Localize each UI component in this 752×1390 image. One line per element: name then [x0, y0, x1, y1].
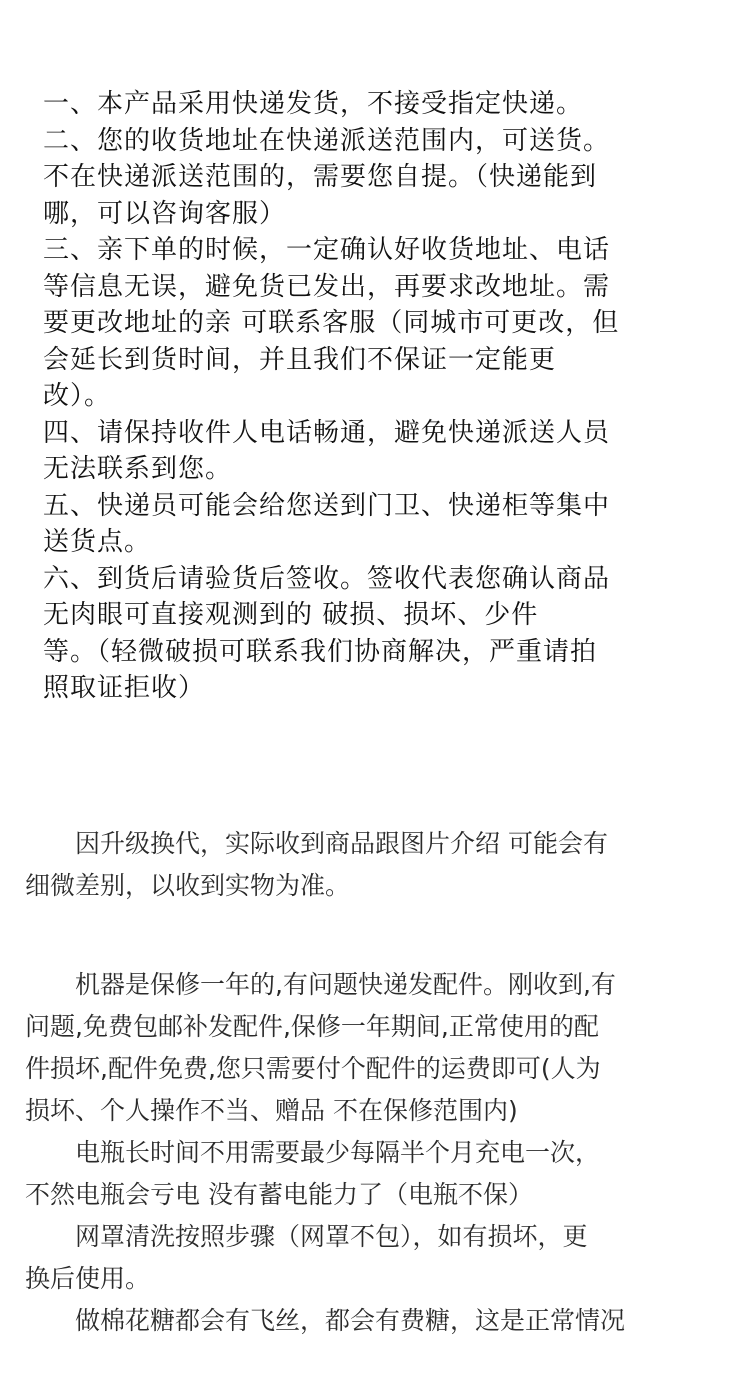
notice-line: 三、亲下单的时候，一定确认好收货地址、电话 — [43, 235, 611, 265]
notice-line: 无法联系到您。 — [43, 454, 233, 484]
notice-line: 要更改地址的亲 可联系客服（同城市可更改，但 — [43, 308, 620, 338]
notice-line: 等。（轻微破损可联系我们协商解决，严重请拍 — [43, 636, 598, 667]
notice-line: 四、请保持收件人电话畅通，避免快递派送人员 — [43, 417, 611, 448]
notice-line: 等信息无误，避免货已发出，再要求改地址。需 — [43, 271, 611, 302]
warranty-line: 件损坏,配件免费,您只需要付个配件的运费即可(人为 — [25, 1054, 601, 1083]
upgrade-line: 细微差别，以收到实物为准。 — [25, 871, 351, 900]
notice-line: 会延长到货时间，并且我们不保证一定能更 — [43, 344, 557, 375]
upgrade-notice — [25, 823, 735, 907]
notice-line: 送货点。 — [43, 527, 152, 557]
warranty-notice — [25, 964, 735, 1342]
notice-line: 五、快递员可能会给您送到门卫、快递柜等集中 — [43, 490, 611, 521]
notice-line: 六、到货后请验货后签收。签收代表您确认商品 — [43, 563, 611, 594]
notice-line: 哪，可以咨询客服） — [43, 198, 287, 229]
upgrade-line: 因升级换代，实际收到商品跟图片介绍 可能会有 — [25, 829, 608, 858]
notice-line: 改）。 — [43, 381, 112, 411]
warranty-line: 换后使用。 — [25, 1264, 151, 1293]
warranty-line: 不然电瓶会亏电 没有蓄电能力了（电瓶不保） — [25, 1180, 533, 1209]
warranty-line: 损坏、个人操作不当、赠品 不在保修范围内) — [25, 1096, 518, 1125]
warranty-line: 做棉花糖都会有飞丝，都会有费糖，这是正常情况 — [25, 1306, 626, 1335]
shipping-notice — [43, 86, 703, 707]
notice-line: 不在快递派送范围的，需要您自提。（快递能到 — [43, 162, 598, 192]
notice-line: 二、您的收货地址在快递派送范围内，可送货。 — [43, 125, 611, 156]
warranty-line: 问题,免费包邮补发配件,保修一年期间,正常使用的配 — [25, 1012, 599, 1041]
notice-line: 照取证拒收） — [43, 673, 206, 703]
notice-line: 无肉眼可直接观测到的 破损、损坏、少件 — [43, 600, 539, 630]
warranty-line: 电瓶长时间不用需要最少每隔半个月充电一次， — [25, 1138, 601, 1167]
warranty-line: 机器是保修一年的,有问题快递发配件。刚收到,有 — [25, 970, 616, 999]
warranty-line: 网罩清洗按照步骤（网罩不包），如有损坏，更 — [25, 1222, 588, 1251]
notice-line: 一、本产品采用快递发货，不接受指定快递。 — [43, 89, 584, 119]
